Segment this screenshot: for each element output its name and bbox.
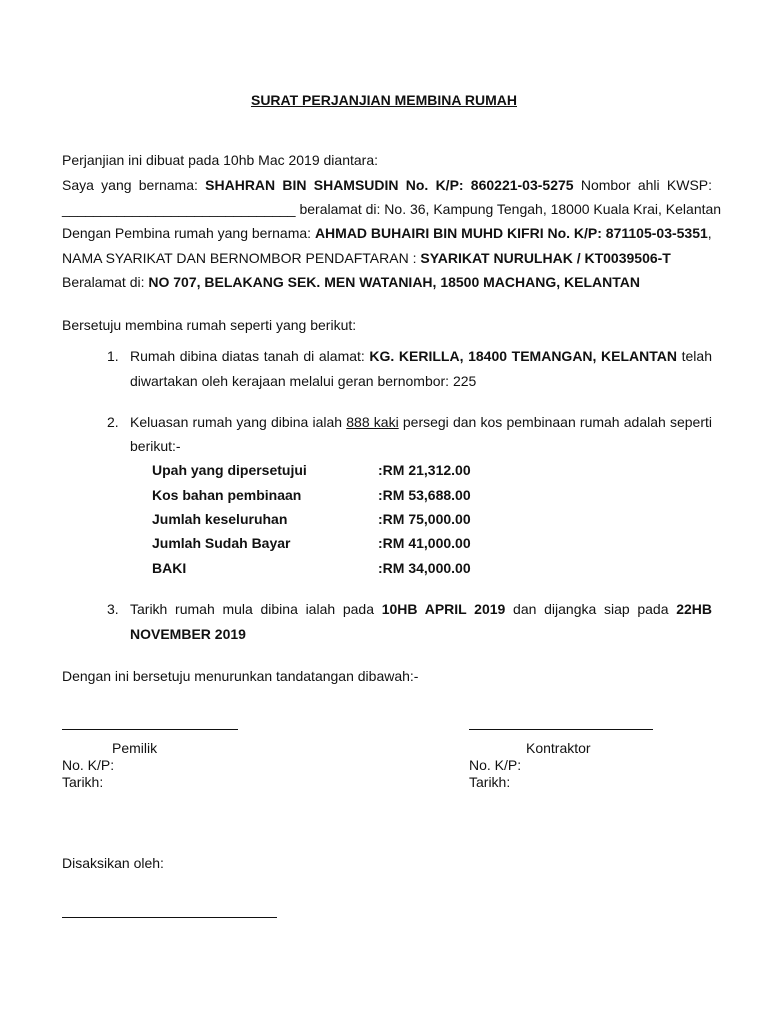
company-label: NAMA SYARIKAT DAN BERNOMBOR PENDAFTARAN : (62, 250, 417, 266)
item3-start-date: 10HB APRIL 2019 (381, 601, 506, 617)
party2-name-id: AHMAD BUHAIRI BIN MUHD KIFRI No. K/P: 871105-03-5351 (314, 225, 708, 241)
owner-signature-line (62, 729, 238, 730)
item1-text1: Rumah dibina diatas tanah di alamat: (130, 348, 365, 364)
item2-line2: berikut:- (130, 438, 181, 454)
witness-signature-line (62, 917, 277, 918)
contractor-ic-label: No. K/P: (469, 757, 522, 773)
item3-text1: Tarikh rumah mula dibina ialah pada (130, 601, 375, 617)
item3-number: 3. (107, 601, 119, 617)
item3-end-date-part1: 22HB (676, 601, 713, 617)
party1-address: beralamat di: No. 36, Kampung Tengah, 18000 Kuala Krai, Kelantan (299, 201, 722, 217)
owner-date-label: Tarikh: (62, 774, 104, 790)
cost-value: :RM 21,312.00 (378, 462, 471, 478)
item3-line1 (130, 600, 712, 618)
cost-label: Jumlah keseluruhan (152, 511, 288, 527)
party1-prefix: Saya yang bernama: (62, 177, 198, 193)
item2-text2: persegi dan kos pembinaan rumah adalah seperti (402, 414, 713, 430)
item2-line1 (130, 413, 712, 431)
cost-label: BAKI (152, 560, 187, 576)
cost-label: Kos bahan pembinaan (152, 487, 302, 503)
party2-company-line (62, 249, 671, 267)
item1-line1 (130, 347, 712, 365)
cost-value: :RM 41,000.00 (378, 535, 471, 551)
cost-label: Jumlah Sudah Bayar (152, 535, 291, 551)
kwsp-blank: ______________________________ (62, 201, 296, 217)
item1-line2: diwartakan oleh kerajaan melalui geran bernombor: 225 (130, 373, 477, 389)
party1-line (62, 176, 712, 194)
item3-end-date-part2: NOVEMBER 2019 (130, 626, 246, 642)
item1-location: KG. KERILLA, 18400 TEMANGAN, KELANTAN (369, 348, 677, 364)
item2-number: 2. (107, 414, 119, 430)
party2-address-line (62, 273, 640, 291)
cost-value: :RM 53,688.00 (378, 487, 471, 503)
item2-area: 888 kaki (346, 414, 399, 430)
contractor-role: Kontraktor (526, 740, 591, 756)
closing-text: Dengan ini bersetuju menurunkan tandatangan dibawah:- (62, 668, 419, 684)
company-name: SYARIKAT NURULHAK / KT0039506-T (420, 250, 671, 266)
contractor-signature-line (469, 729, 653, 730)
party2-address-label: Beralamat di: (62, 274, 145, 290)
party2-line (62, 224, 712, 242)
party1-kwsp-label: Nombor ahli KWSP: (580, 177, 713, 193)
party2-address: NO 707, BELAKANG SEK. MEN WATANIAH, 18500 MACHANG, KELANTAN (148, 274, 640, 290)
item1-number: 1. (107, 348, 119, 364)
item2-text1: Keluasan rumah yang dibina ialah (130, 414, 343, 430)
party1-name-id: SHAHRAN BIN SHAMSUDIN No. K/P: 860221-03-5275 (205, 177, 574, 193)
contractor-date-label: Tarikh: (469, 774, 511, 790)
agree-text: Bersetuju membina rumah seperti yang berikut: (62, 317, 357, 333)
owner-ic-label: No. K/P: (62, 757, 115, 773)
party2-prefix: Dengan Pembina rumah yang bernama: (62, 225, 312, 241)
cost-value: :RM 34,000.00 (378, 560, 471, 576)
item1-text2: telah (681, 348, 712, 364)
document-title: SURAT PERJANJIAN MEMBINA RUMAH (250, 92, 517, 108)
cost-label: Upah yang dipersetujui (152, 462, 307, 478)
item3-text2: dan dijangka siap pada (513, 601, 669, 617)
intro-text: Perjanjian ini dibuat pada 10hb Mac 2019 diantara: (62, 152, 379, 168)
witness-label: Disaksikan oleh: (62, 855, 164, 871)
party1-address-line (62, 200, 721, 218)
owner-role: Pemilik (112, 740, 158, 756)
party2-comma: , (707, 225, 712, 241)
cost-value: :RM 75,000.00 (378, 511, 471, 527)
